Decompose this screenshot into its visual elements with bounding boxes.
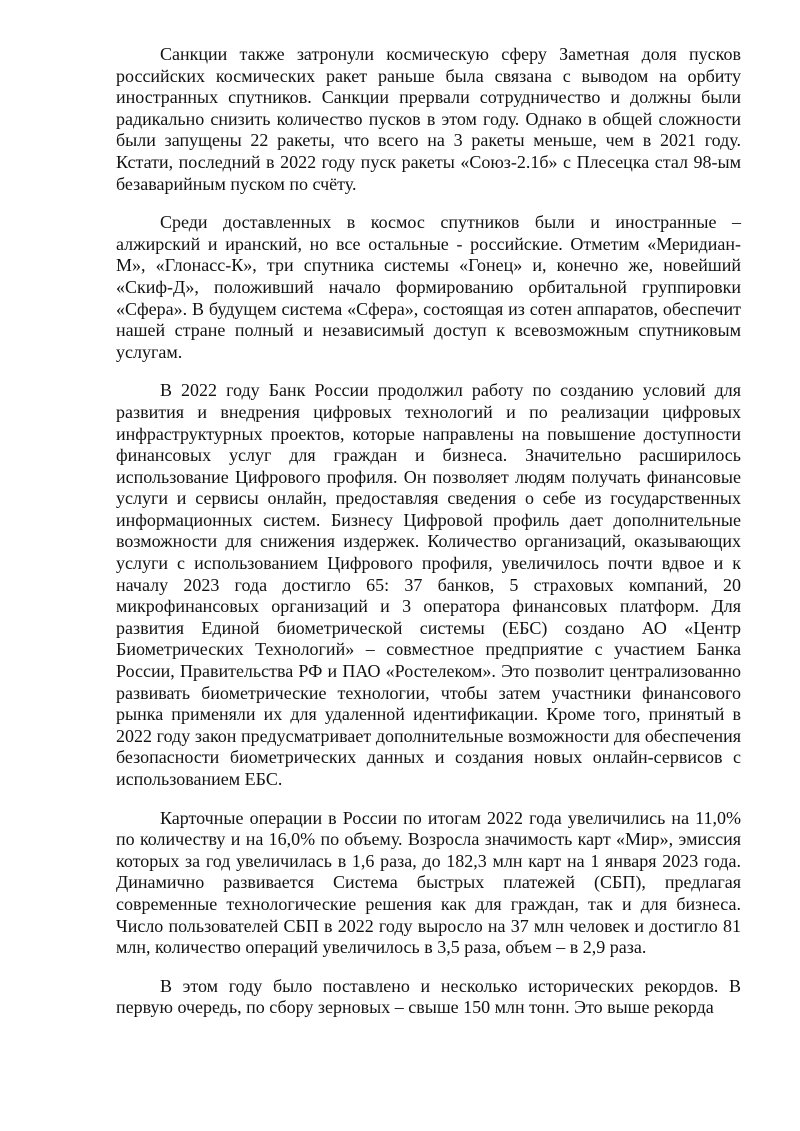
paragraph-digital-technologies: В 2022 году Банк России продолжил работу по созданию условий для развития и внедрения цифровых технологий и по реализации цифровых инфраструктурных проектов, которые направлены на повышение доступности финансовых услуг для граждан и бизнеса. Значительно расширилось использование Цифрового профиля. Он позволяет людям получать финансовые услуги и сервисы онлайн, предоставляя сведения о себе из государственных информационных систем. Бизнесу Цифровой профиль дает дополнительные возможности для снижения издержек. Количество организаций, оказывающих услуги с использованием Цифрового профиля, увеличилось почти вдвое и к началу 2023 года достигло 65: 37 банков, 5 страховых компаний, 20 микрофинансовых организаций и 3 оператора финансовых платформ. Для развития Единой биометрической системы (ЕБС) создано АО «Центр Биометрических Технологий» – совместное предприятие с участием Банка России, Правительства РФ и ПАО «Ростелеком». Это позволит централизованно развивать биометрические технологии, чтобы затем участники финансового рынка применяли их для удаленной идентификации. Кроме того, принятый в 2022 году закон предусматривает дополнительные возможности для обеспечения безопасности биометрических данных и создания новых онлайн-сервисов с использованием ЕБС. (116, 380, 741, 789)
document-page (116, 44, 741, 1019)
paragraph-card-payments: Карточные операции в России по итогам 2022 года увеличились на 11,0% по количеству и на 16,0% по объему. Возросла значимость карт «Мир», эмиссия которых за год увеличилась в 1,6 раза, до 182,3 млн карт на 1 января 2023 года. Динамично развивается Система быстрых платежей (СБП), предлагая современные технологические решения как для граждан, так и для бизнеса. Число пользователей СБП в 2022 году выросло на 37 млн человек и достигло 81 млн, количество операций увеличилось в 3,5 раза, объем – в 2,9 раза. (116, 807, 741, 958)
paragraph-space-sanctions: Санкции также затронули космическую сферу Заметная доля пусков российских космических ракет раньше была связана с выводом на орбиту иностранных спутников. Санкции прервали сотрудничество и должны были радикально снизить количество пусков в этом году. Однако в общей сложности были запущены 22 ракеты, что всего на 3 ракеты меньше, чем в 2021 году. Кстати, последний в 2022 году пуск ракеты «Союз-2.1б» с Плесецка стал 98-ым безаварийным пуском по счёту. (116, 44, 741, 194)
paragraph-satellites: Среди доставленных в космос спутников были и иностранные – алжирский и иранский, но все остальные - российские. Отметим «Меридиан-М», «Глонасс-К», три спутника системы «Гонец» и, конечно же, новейший «Скиф-Д», положивший начало формированию орбитальной группировки «Сфера». В будущем система «Сфера», состоящая из сотен аппаратов, обеспечит нашей стране полный и независимый доступ к всевозможным спутниковым услугам. (116, 212, 741, 362)
paragraph-records: В этом году было поставлено и несколько исторических рекордов. В первую очередь, по сбору зерновых – свыше 150 млн тонн. Это выше рекорда (116, 975, 741, 1018)
